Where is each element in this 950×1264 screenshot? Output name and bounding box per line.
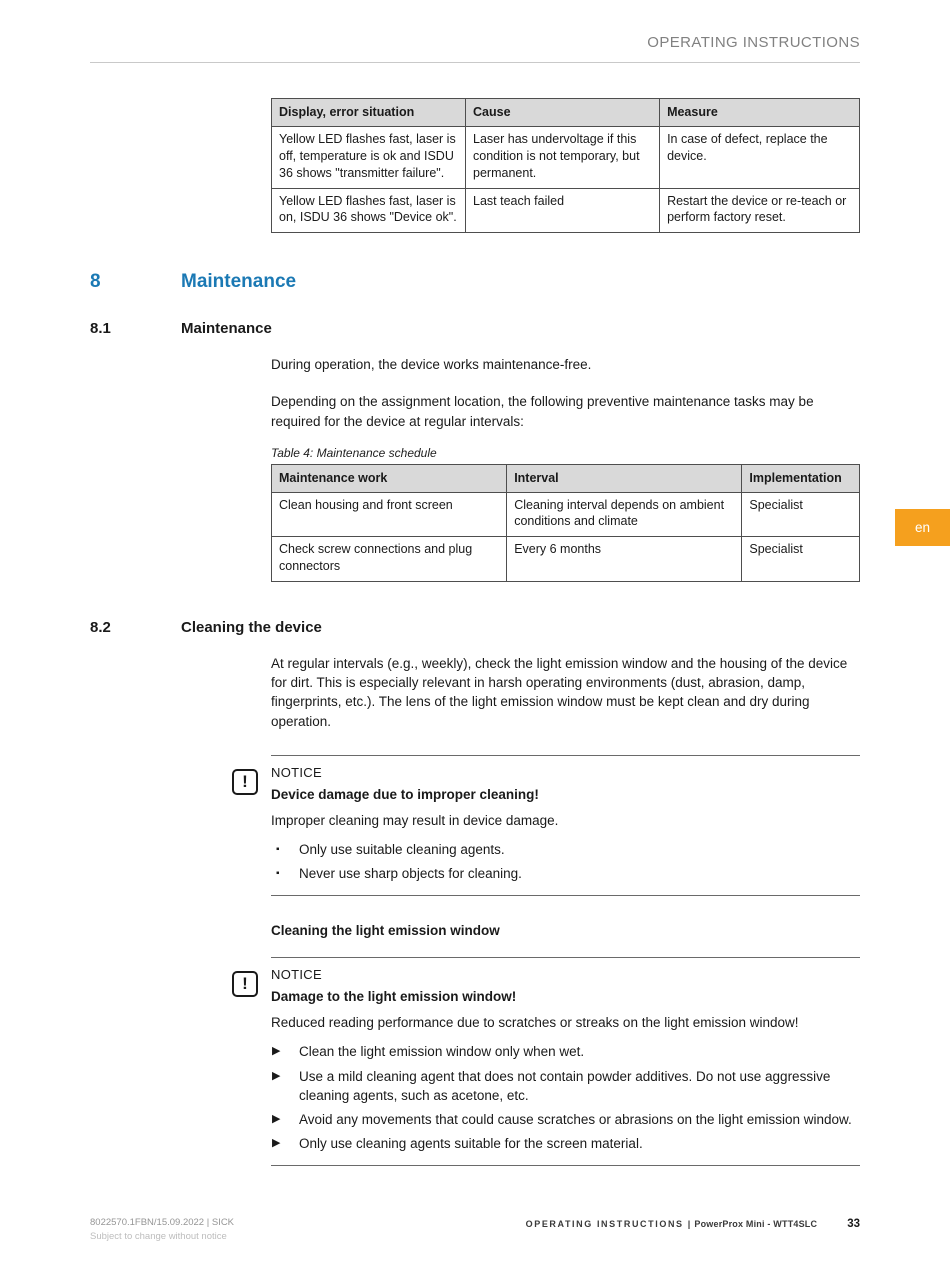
- table-header-cell: Interval: [507, 464, 742, 492]
- error-table: [271, 98, 860, 233]
- table-cell: Restart the device or re-teach or perform factory reset.: [660, 188, 860, 233]
- paragraph: During operation, the device works maintenance-free.: [271, 357, 592, 373]
- table-cell: Clean housing and front screen: [272, 492, 507, 537]
- table-cell: Cleaning interval depends on ambient conditions and climate: [507, 492, 742, 537]
- paragraph: Depending on the assignment location, the following preventive maintenance tasks may be required for the device at regular intervals:: [271, 394, 814, 429]
- square-bullet-icon: ▪: [276, 843, 280, 855]
- notice-exclamation-icon: !: [232, 769, 258, 795]
- section-title: Cleaning the device: [181, 619, 322, 637]
- table-row: [272, 188, 860, 233]
- footer-pub-type: OPERATING INSTRUCTIONS |: [525, 1219, 692, 1229]
- arrow-bullet-icon: ▶: [272, 1136, 281, 1149]
- table-header-cell: Display, error situation: [272, 99, 466, 127]
- page-number: 33: [847, 1218, 860, 1230]
- footer-doc-id: 8022570.1FBN/15.09.2022 | SICK: [90, 1217, 235, 1228]
- list-item-text: Avoid any movements that could cause scratches or abrasions on the light emission window.: [299, 1111, 852, 1127]
- square-bullet-icon: ▪: [276, 868, 280, 880]
- table-cell: Specialist: [742, 492, 860, 537]
- list-item-text: Only use suitable cleaning agents.: [299, 841, 505, 857]
- section-title: Maintenance: [181, 320, 272, 338]
- action-list: [271, 1042, 860, 1153]
- list-item: [271, 1042, 860, 1061]
- table-row: [272, 492, 860, 537]
- notice-label: NOTICE: [271, 764, 322, 780]
- table-row: [272, 126, 860, 188]
- section-number: 8: [90, 271, 101, 293]
- footer-subject-note: Subject to change without notice: [90, 1231, 227, 1243]
- notice-text: Improper cleaning may result in device damage.: [271, 812, 559, 828]
- table-header-cell: Maintenance work: [272, 464, 507, 492]
- section-8-heading: [90, 271, 860, 293]
- section-8-1-heading: [90, 320, 860, 337]
- table-header-row: [272, 464, 860, 492]
- list-item-text: Use a mild cleaning agent that does not contain powder additives. Do not use aggressive cleaning agents, such as acetone, etc.: [299, 1068, 831, 1103]
- section-8-2-heading: [90, 619, 860, 636]
- paragraph: At regular intervals (e.g., weekly), check the light emission window and the housing of the device for dirt. This is especially relevant in harsh operating environments (dust, abrasion, damp, fingerprints, etc.). The lens of the light emission window must be kept clean and dry during operation.: [271, 656, 848, 729]
- table-header-cell: Measure: [660, 99, 860, 127]
- notice-text: Reduced reading performance due to scratches or streaks on the light emission window!: [271, 1015, 799, 1031]
- arrow-bullet-icon: ▶: [272, 1045, 281, 1058]
- table-cell: Laser has undervoltage if this condition is not temporary, but permanent.: [466, 126, 660, 188]
- section-number: 8.1: [90, 320, 111, 338]
- list-item: [271, 864, 860, 883]
- list-item-text: Only use cleaning agents suitable for the screen material.: [299, 1135, 643, 1151]
- bullet-list: [271, 840, 860, 883]
- table-cell: In case of defect, replace the device.: [660, 126, 860, 188]
- list-item: [271, 1110, 860, 1129]
- notice-rule-bottom: [271, 1165, 860, 1166]
- arrow-bullet-icon: ▶: [272, 1112, 281, 1125]
- list-item-text: Clean the light emission window only when wet.: [299, 1044, 585, 1060]
- list-item: [271, 1134, 860, 1153]
- notice-title: Damage to the light emission window!: [271, 989, 517, 1005]
- notice-rule-bottom: [271, 895, 860, 896]
- list-item-text: Never use sharp objects for cleaning.: [299, 866, 522, 882]
- table-cell: Last teach failed: [466, 188, 660, 233]
- notice-label: NOTICE: [271, 967, 322, 983]
- notice-title: Device damage due to improper cleaning!: [271, 786, 539, 802]
- notice-box: [90, 957, 860, 1166]
- running-head-title: OPERATING INSTRUCTIONS: [647, 34, 860, 51]
- section-number: 8.2: [90, 619, 111, 637]
- table-header-cell: Cause: [466, 99, 660, 127]
- header-rule: [90, 62, 860, 63]
- table-caption: Table 4: Maintenance schedule: [271, 445, 437, 460]
- list-item: [271, 840, 860, 859]
- language-tab: en: [895, 509, 950, 546]
- table-cell: Every 6 months: [507, 537, 742, 582]
- page-footer: [90, 1216, 860, 1245]
- table-row: [272, 537, 860, 582]
- table-header-row: [272, 99, 860, 127]
- subheading: Cleaning the light emission window: [271, 923, 500, 939]
- section-title: Maintenance: [181, 271, 297, 293]
- table-cell: Yellow LED flashes fast, laser is on, ISDU 36 shows "Device ok".: [272, 188, 466, 233]
- table-cell: Yellow LED flashes fast, laser is off, temperature is ok and ISDU 36 shows "transmitter failure".: [272, 126, 466, 188]
- table-cell: Specialist: [742, 537, 860, 582]
- notice-box: [90, 755, 860, 896]
- list-item: [271, 1067, 860, 1105]
- notice-exclamation-icon: !: [232, 971, 258, 997]
- arrow-bullet-icon: ▶: [272, 1069, 281, 1082]
- maintenance-table: [271, 464, 860, 582]
- table-cell: Check screw connections and plug connectors: [272, 537, 507, 582]
- footer-product-name: PowerProx Mini - WTT4SLC: [694, 1219, 818, 1229]
- footer-publication: [526, 1219, 818, 1229]
- table-header-cell: Implementation: [742, 464, 860, 492]
